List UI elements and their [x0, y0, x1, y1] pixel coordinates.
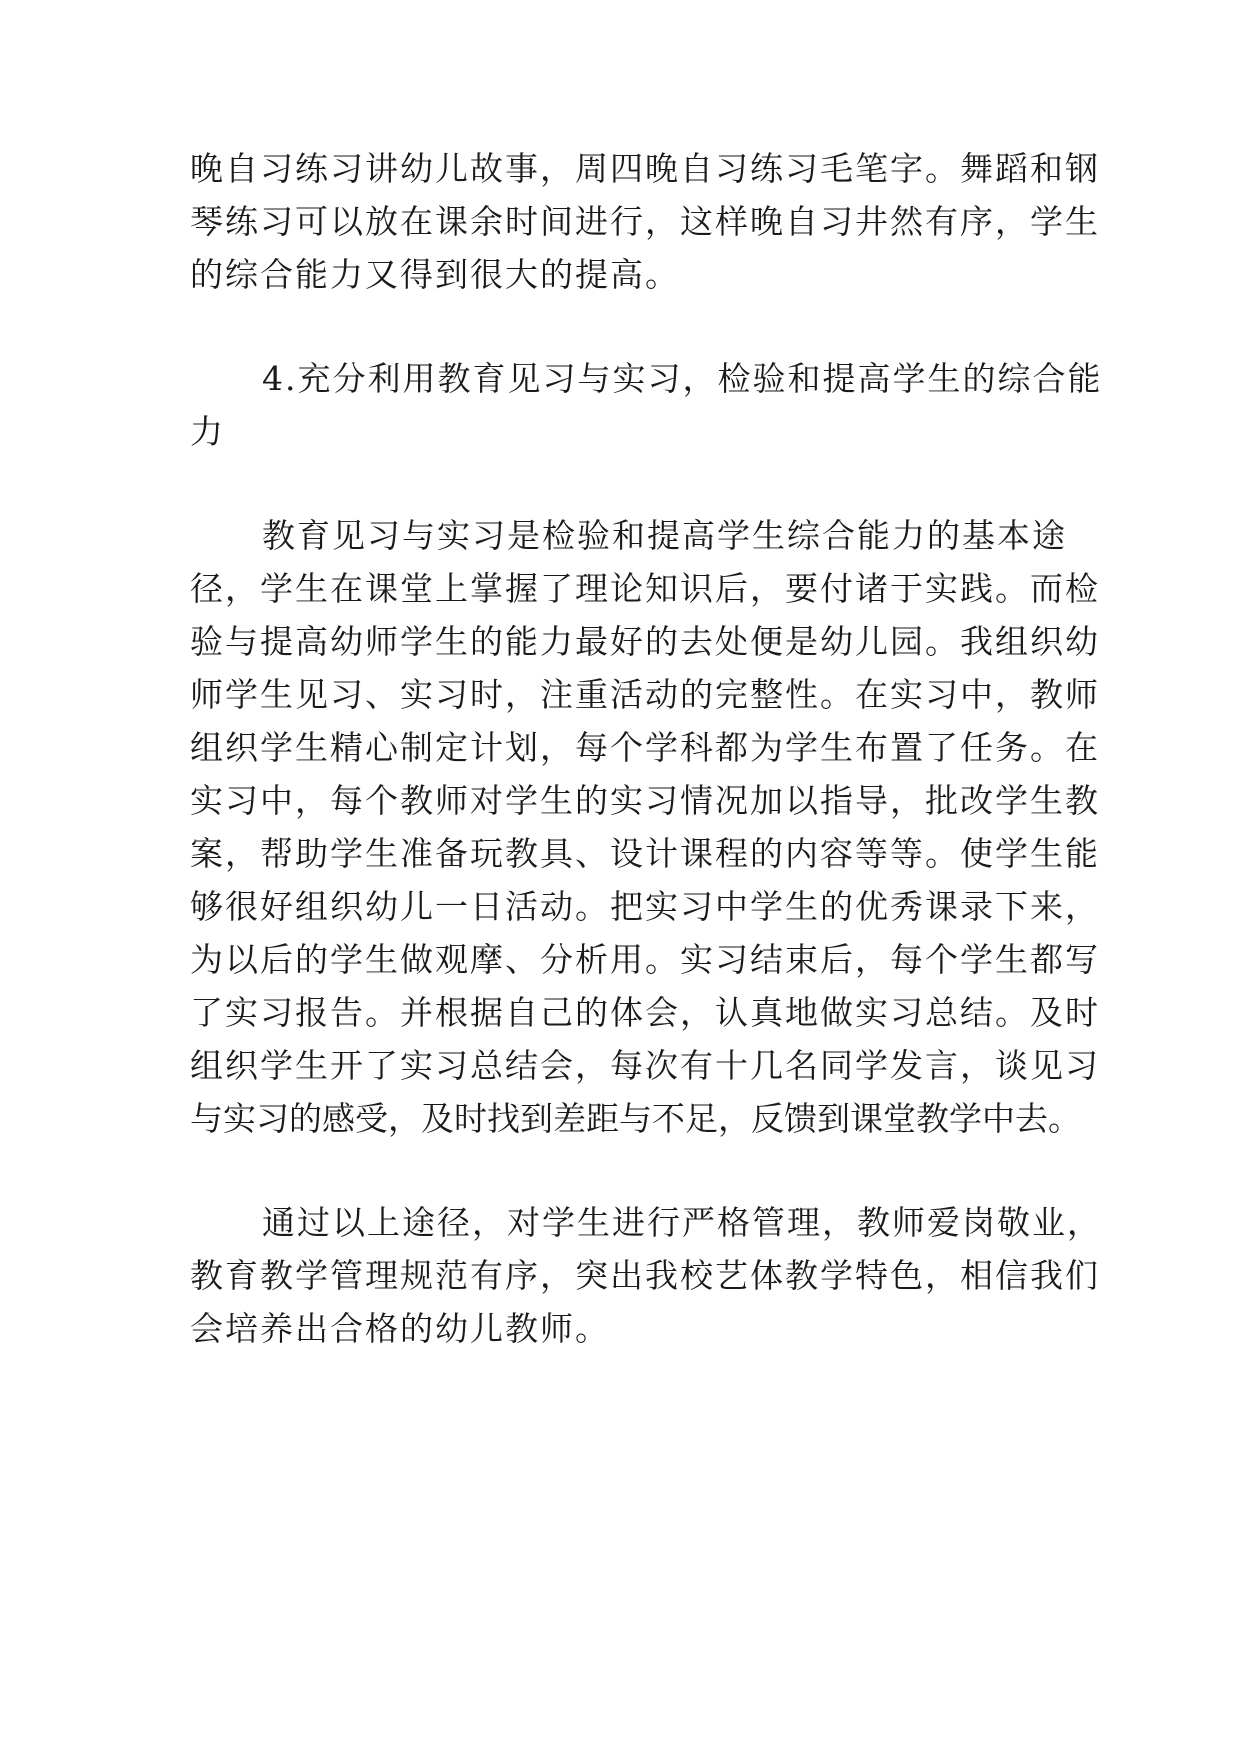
- paragraph-line: 教育教学管理规范有序，突出我校艺体教学特色，相信我们: [190, 1256, 1100, 1295]
- paragraph-line: 组织学生精心制定计划，每个学科都为学生布置了任务。在: [190, 728, 1100, 767]
- paragraph-line: 师学生见习、实习时，注重活动的完整性。在实习中，教师: [190, 675, 1100, 714]
- paragraph-line: 验与提高幼师学生的能力最好的去处便是幼儿园。我组织幼: [190, 622, 1100, 661]
- paragraph-line: 组织学生开了实习总结会，每次有十几名同学发言，谈见习: [190, 1046, 1100, 1085]
- paragraph-line: 会培养出合格的幼儿教师。: [190, 1309, 610, 1348]
- paragraph-line: 够很好组织幼儿一日活动。把实习中学生的优秀课录下来，: [190, 887, 1100, 926]
- paragraph-line: 琴练习可以放在课余时间进行，这样晚自习井然有序，学生: [190, 202, 1100, 241]
- paragraph-line: 的综合能力又得到很大的提高。: [190, 255, 680, 294]
- paragraph-line: 为以后的学生做观摩、分析用。实习结束后，每个学生都写: [190, 940, 1100, 979]
- paragraph-line: 与实习的感受，及时找到差距与不足，反馈到课堂教学中去。: [190, 1099, 1081, 1138]
- paragraph-line: 教育见习与实习是检验和提高学生综合能力的基本途: [262, 516, 1067, 555]
- paragraph-line: 实习中，每个教师对学生的实习情况加以指导，批改学生教: [190, 781, 1100, 820]
- paragraph-line: 径，学生在课堂上掌握了理论知识后，要付诸于实践。而检: [190, 569, 1100, 608]
- paragraph-line: 了实习报告。并根据自己的体会，认真地做实习总结。及时: [190, 993, 1100, 1032]
- paragraph-line: 通过以上途径，对学生进行严格管理，教师爱岗敬业，: [262, 1203, 1102, 1242]
- paragraph-line: 晚自习练习讲幼儿故事，周四晚自习练习毛笔字。舞蹈和钢: [190, 149, 1100, 188]
- section-heading: 4.充分利用教育见习与实习，检验和提高学生的综合能: [262, 359, 1103, 398]
- paragraph-line: 案，帮助学生准备玩教具、设计课程的内容等等。使学生能: [190, 834, 1100, 873]
- section-heading: 力: [190, 412, 225, 451]
